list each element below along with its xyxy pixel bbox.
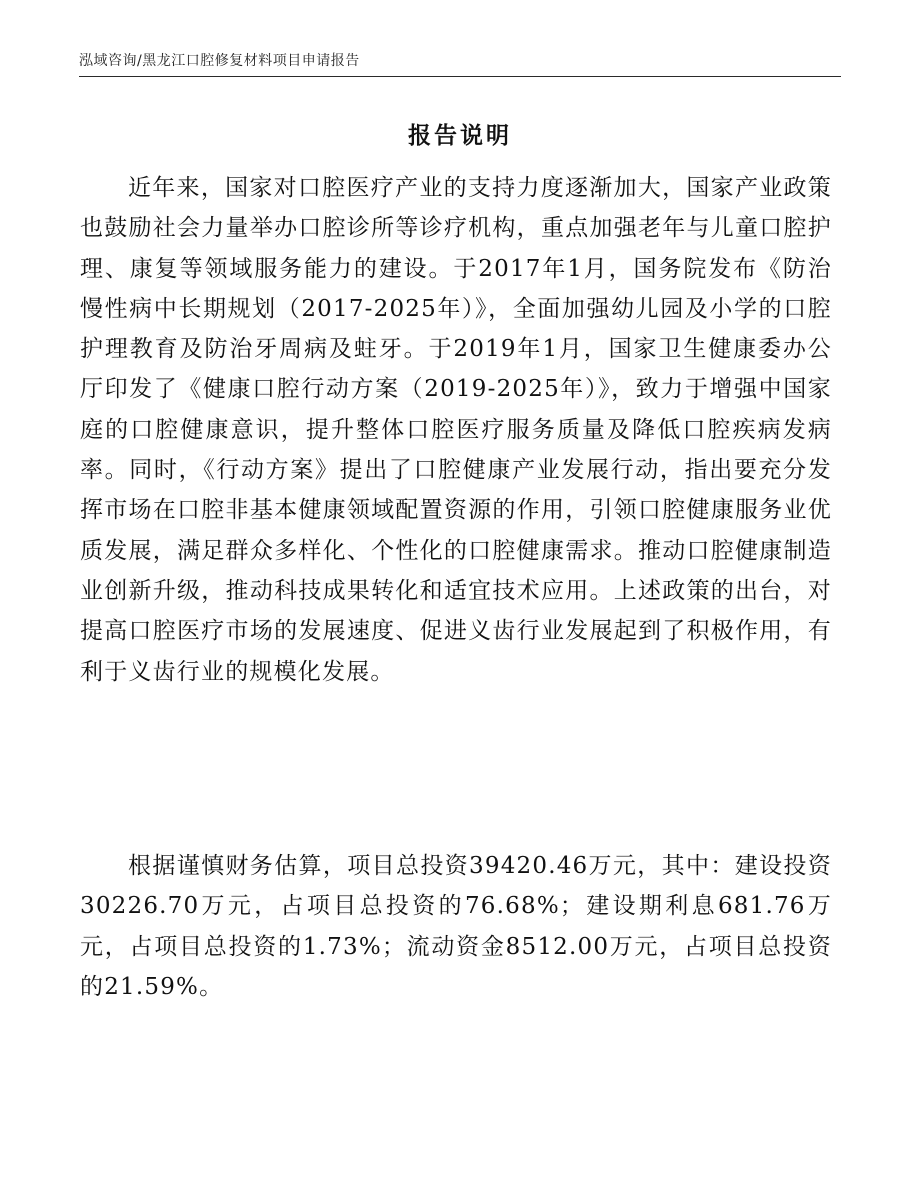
- running-header: 泓域咨询/黑龙江口腔修复材料项目申请报告: [79, 53, 360, 69]
- body-paragraph-investment: 根据谨慎财务估算，项目总投资39420.46万元，其中：建设投资30226.70万元，占项目总投资的76.68%；建设期利息681.76万元，占项目总投资的1.73%；流动资金8512.00万元，占项目总投资的21.59%。: [80, 853, 832, 1000]
- page-title: 报告说明: [408, 123, 512, 149]
- header-divider: [79, 76, 841, 77]
- body-paragraph-policy: 近年来，国家对口腔医疗产业的支持力度逐渐加大，国家产业政策也鼓励社会力量举办口腔诊所等诊疗机构，重点加强老年与儿童口腔护理、康复等领域服务能力的建设。于2017年1月，国务院发布《防治慢性病中长期规划（2017-2025年）》，全面加强幼儿园及小学的口腔护理教育及防治牙周病及蛀牙。于2019年1月，国家卫生健康委办公厅印发了《健康口腔行动方案（2019-2025年）》，致力于增强中国家庭的口腔健康意识，提升整体口腔医疗服务质量及降低口腔疾病发病率。同时，《行动方案》提出了口腔健康产业发展行动，指出要充分发挥市场在口腔非基本健康领域配置资源的作用，引领口腔健康服务业优质发展，满足群众多样化、个性化的口腔健康需求。推动口腔健康制造业创新升级，推动科技成果转化和适宜技术应用。上述政策的出台，对提高口腔医疗市场的发展速度、促进义齿行业发展起到了积极作用，有利于义齿行业的规模化发展。: [80, 175, 832, 685]
